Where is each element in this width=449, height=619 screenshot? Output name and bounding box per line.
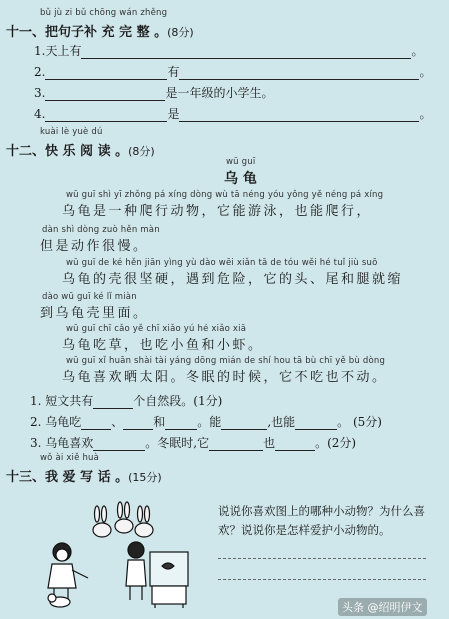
answer-blank[interactable] [45, 68, 167, 80]
writing-line[interactable] [218, 558, 426, 559]
writing-prompt: 说说你喜欢图上的哪种小动物？为什么喜欢？说说你是怎样爱护小动物的。 [218, 504, 425, 537]
question-sep: ,也能 [267, 415, 296, 429]
question-sep: 。能 [197, 415, 222, 429]
passage-line-pinyin: wū guī chī cǎo yě chī xiǎo yú hé xiǎo xiā [66, 324, 247, 334]
passage-title-pinyin: wū guī [226, 157, 256, 167]
answer-blank[interactable] [45, 110, 167, 122]
s11-item-end: 。 [419, 107, 432, 121]
section13-heading [6, 466, 162, 485]
s11-item-2 [34, 63, 431, 80]
section11-score: (8分) [167, 26, 194, 39]
passage-line-pinyin: wū guī xǐ huān shài tài yáng dōng mián de shí hou tā bù chī yě bù dòng [66, 356, 386, 366]
answer-blank[interactable] [81, 47, 411, 59]
s11-item-num: 2. [34, 65, 46, 79]
passage-line: 乌龟的壳很坚硬，遇到危险，它的头、尾和腿就缩 [62, 272, 404, 287]
passage-line: 乌龟喜欢晒太阳。冬眠的时候，它不吃也不动。 [62, 370, 388, 385]
answer-blank[interactable] [209, 439, 263, 451]
question-text: 1. 短文共有 [30, 394, 94, 408]
passage-line-pinyin: wū guī de ké hěn jiān yìng yù dào wēi xiǎn tā de tóu wěi hé tuǐ jiù suō [66, 258, 378, 268]
s11-item-4 [34, 105, 431, 122]
writing-line[interactable] [218, 579, 426, 580]
question-sep: 、 [111, 415, 124, 429]
answer-blank[interactable] [179, 68, 419, 80]
passage-line: 到乌龟壳里面。 [40, 306, 149, 321]
question-3 [30, 434, 356, 451]
s11-item-post: 是一年级的小学生。 [165, 86, 274, 100]
answer-blank[interactable] [123, 418, 153, 430]
section13-heading-text: 十三、我 爱 写 话 。 [6, 470, 129, 485]
passage-line-pinyin: wū guī shì yī zhǒng pá xíng dòng wù tā néng yóu yǒng yě néng pá xíng [66, 190, 384, 200]
s11-item-post: 。 [419, 65, 432, 79]
passage-line-pinyin: dào wū guī ké lǐ miàn [42, 292, 137, 302]
passage-line: 乌龟是一种爬行动物，它能游泳，也能爬行， [62, 204, 373, 219]
section11-pinyin: bǔ jù zi bǔ chōng wán zhěng [40, 8, 168, 18]
question-2 [30, 413, 382, 430]
section12-score: (8分) [128, 145, 155, 158]
answer-blank[interactable] [179, 110, 419, 122]
cat-icon [48, 594, 70, 607]
passage-line: 乌龟吃草，也吃小鱼和小虾。 [62, 338, 264, 353]
answer-blank[interactable] [81, 418, 111, 430]
passage-line: 但是动作很慢。 [40, 239, 149, 254]
question-text: 2. 乌龟吃 [30, 415, 82, 429]
passage-line-pinyin: dàn shì dòng zuò hěn màn [42, 225, 160, 235]
s11-item-pre: 天上有 [45, 44, 82, 58]
child-figure [126, 542, 146, 600]
section12-pinyin: kuài lè yuè dú [40, 127, 103, 137]
illustration-child-and-pets [40, 500, 210, 610]
answer-blank[interactable] [295, 418, 337, 430]
question-after: 个自然段。(1分) [133, 394, 223, 408]
question-sep: 。冬眠时,它 [145, 436, 210, 450]
section13-pinyin: wǒ ài xiě huà [40, 453, 100, 463]
section11-heading-text: 十一、把句子补 充 完 整 。 [6, 25, 168, 40]
answer-blank[interactable] [275, 439, 315, 451]
rabbit-icon [93, 502, 153, 537]
s11-item-post: 是 [167, 107, 180, 121]
section13-score: (15分) [128, 471, 162, 484]
child-figure [48, 543, 88, 602]
question-text: 3. 乌龟喜欢 [30, 436, 94, 450]
question-after: 。 (5分) [337, 415, 382, 429]
question-sep: 和 [153, 415, 166, 429]
s11-item-post: 。 [411, 44, 424, 58]
question-1 [30, 392, 222, 409]
section12-heading-text: 十二、快 乐 阅 读 。 [6, 144, 129, 159]
answer-blank[interactable] [45, 89, 165, 101]
answer-blank[interactable] [165, 418, 197, 430]
passage-title: 乌 龟 [224, 171, 257, 187]
answer-blank[interactable] [221, 418, 267, 430]
question-sep: 也 [263, 436, 276, 450]
watermark: 头条 @绍明伊文 [338, 598, 427, 616]
s11-item-3 [34, 84, 273, 101]
fish-tank-icon [150, 552, 188, 608]
answer-blank[interactable] [93, 397, 133, 409]
s11-item-mid: 有 [167, 65, 180, 79]
section12-heading [6, 140, 155, 159]
s11-item-num: 1. [34, 44, 46, 58]
s11-item-1 [34, 42, 423, 59]
answer-blank[interactable] [93, 439, 145, 451]
s11-item-num: 4. [34, 107, 46, 121]
s11-item-num: 3. [34, 86, 46, 100]
section11-heading [6, 21, 194, 40]
question-after: 。(2分) [315, 436, 357, 450]
